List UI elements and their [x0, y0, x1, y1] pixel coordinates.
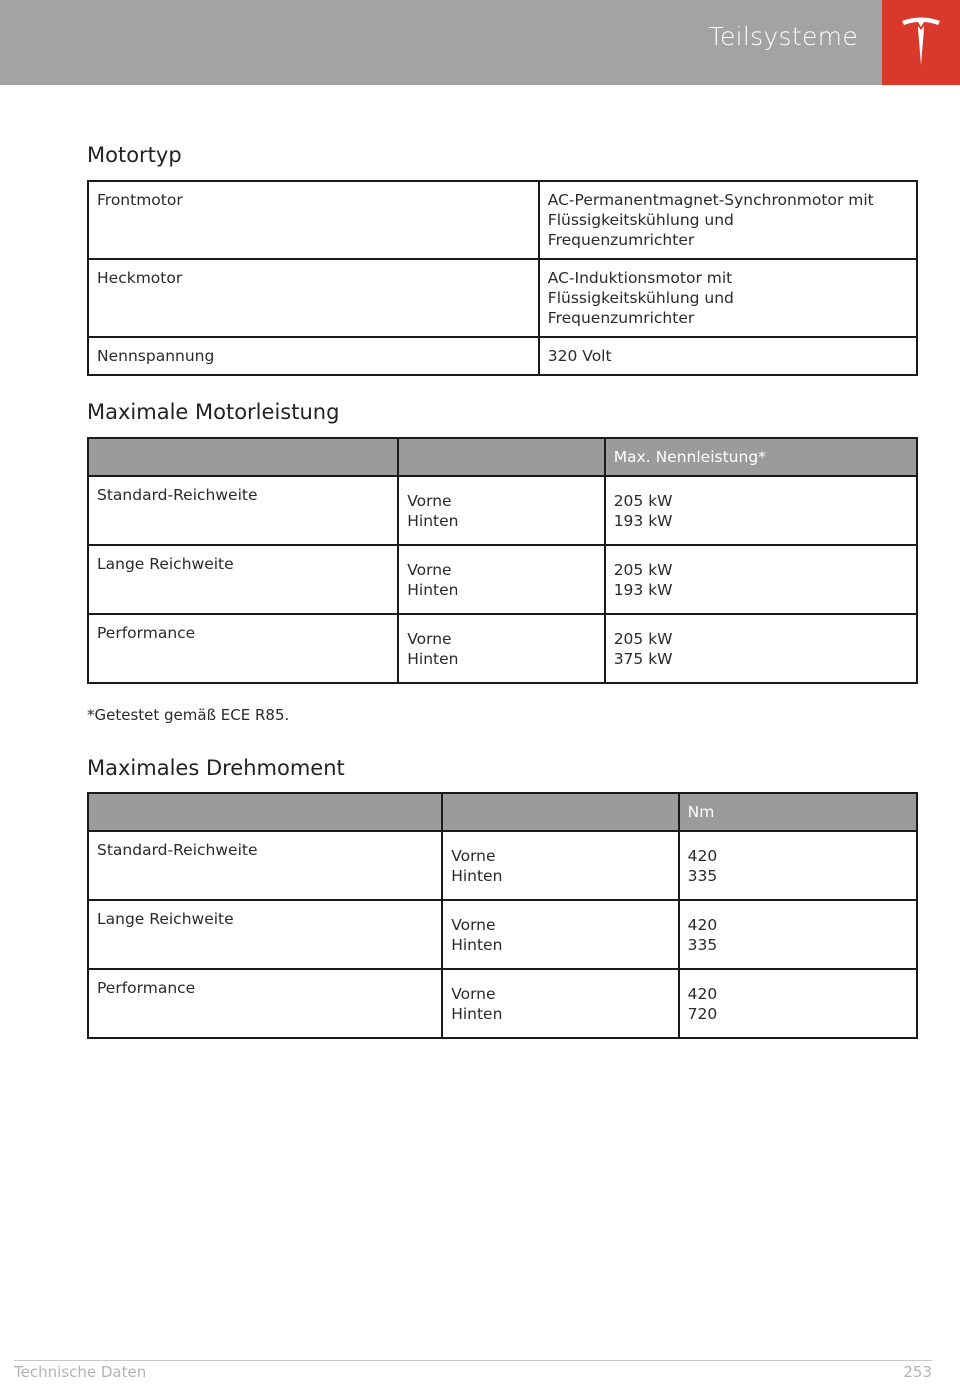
leistung-table — [87, 437, 918, 684]
tesla-logo-icon — [900, 15, 942, 69]
row-label: Performance — [88, 614, 398, 683]
value-front: 205 kW — [613, 561, 673, 579]
row-position — [442, 900, 678, 969]
row-label: Heckmotor — [88, 259, 539, 337]
value-rear: 375 kW — [613, 650, 673, 668]
row-values — [679, 969, 917, 1038]
row-label: Standard-Reichweite — [88, 476, 398, 545]
row-value — [539, 181, 917, 259]
position-rear: Hinten — [407, 512, 459, 530]
row-value — [539, 337, 917, 375]
value-line: Frequenzumrichter — [547, 309, 695, 327]
column-header — [442, 793, 678, 831]
value-rear: 335 — [687, 867, 718, 885]
value-line: AC-Permanentmagnet-Synchronmotor mit — [547, 191, 874, 209]
row-position — [398, 476, 604, 545]
value-rear: 193 kW — [613, 512, 673, 530]
value-rear: 720 — [687, 1005, 718, 1023]
row-values — [679, 831, 917, 900]
value-front: 420 — [687, 916, 718, 934]
motortyp-table — [87, 180, 918, 376]
row-values — [605, 545, 917, 614]
row-position — [398, 545, 604, 614]
column-header — [398, 438, 604, 476]
row-label: Standard-Reichweite — [88, 831, 442, 900]
position-front: Vorne — [407, 630, 452, 648]
footer-section: Technische Daten — [14, 1363, 147, 1381]
row-values — [605, 614, 917, 683]
position-front: Vorne — [451, 847, 496, 865]
drehmoment-table — [87, 792, 918, 1039]
section-title-motortyp: Motortyp — [87, 143, 182, 167]
position-front: Vorne — [451, 916, 496, 934]
position-front: Vorne — [451, 985, 496, 1003]
row-values — [605, 476, 917, 545]
value-rear: 335 — [687, 936, 718, 954]
row-label: Lange Reichweite — [88, 545, 398, 614]
position-front: Vorne — [407, 492, 452, 510]
position-rear: Hinten — [407, 581, 459, 599]
row-label: Nennspannung — [88, 337, 539, 375]
table-row — [88, 831, 917, 900]
value-rear: 193 kW — [613, 581, 673, 599]
table-row — [88, 900, 917, 969]
row-label: Frontmotor — [88, 181, 539, 259]
header-title: Teilsysteme — [708, 22, 858, 51]
position-rear: Hinten — [451, 936, 503, 954]
row-position — [442, 969, 678, 1038]
table-row — [88, 181, 917, 259]
column-header: Nm — [679, 793, 917, 831]
value-front: 205 kW — [613, 492, 673, 510]
value-line: 320 Volt — [547, 347, 612, 365]
footnote: *Getestet gemäß ECE R85. — [87, 706, 290, 724]
value-front: 205 kW — [613, 630, 673, 648]
position-rear: Hinten — [451, 1005, 503, 1023]
row-label: Lange Reichweite — [88, 900, 442, 969]
table-row — [88, 337, 917, 375]
row-values — [679, 900, 917, 969]
brand-logo-box — [882, 0, 960, 85]
position-front: Vorne — [407, 561, 452, 579]
table-header-row — [88, 438, 917, 476]
footer-divider — [14, 1360, 932, 1361]
column-header — [88, 438, 398, 476]
value-front: 420 — [687, 985, 718, 1003]
page-number: 253 — [903, 1363, 932, 1381]
value-line: AC-Induktionsmotor mit — [547, 269, 733, 287]
row-label: Performance — [88, 969, 442, 1038]
row-position — [398, 614, 604, 683]
value-line: Flüssigkeitskühlung und — [547, 211, 734, 229]
row-value — [539, 259, 917, 337]
table-row — [88, 476, 917, 545]
table-header-row — [88, 793, 917, 831]
section-title-leistung: Maximale Motorleistung — [87, 400, 340, 424]
table-row — [88, 259, 917, 337]
value-line: Frequenzumrichter — [547, 231, 695, 249]
page-header — [0, 0, 960, 85]
position-rear: Hinten — [451, 867, 503, 885]
row-position — [442, 831, 678, 900]
position-rear: Hinten — [407, 650, 459, 668]
section-title-drehmoment: Maximales Drehmoment — [87, 756, 345, 780]
column-header — [88, 793, 442, 831]
table-row — [88, 614, 917, 683]
column-header: Max. Nennleistung* — [605, 438, 917, 476]
value-front: 420 — [687, 847, 718, 865]
table-row — [88, 969, 917, 1038]
value-line: Flüssigkeitskühlung und — [547, 289, 734, 307]
table-row — [88, 545, 917, 614]
